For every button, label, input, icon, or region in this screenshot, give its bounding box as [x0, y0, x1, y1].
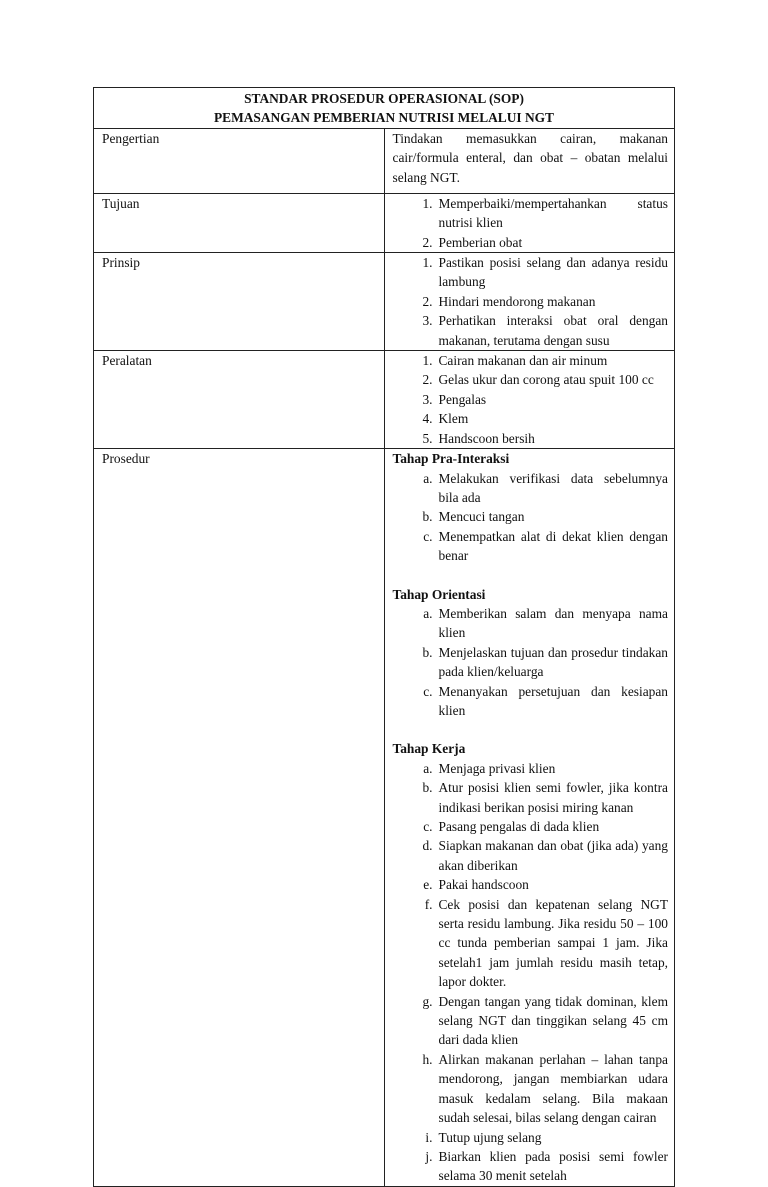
list-marker: h.	[422, 1051, 433, 1067]
list-item-text: Pasang pengalas di dada klien	[438, 819, 600, 834]
list-item	[393, 429, 669, 448]
list-marker: 4.	[422, 411, 433, 427]
list-item	[393, 253, 669, 292]
list-item-text: Memperbaiki/mempertahankan status nutrisi klien	[438, 195, 668, 231]
list-marker: 1.	[422, 255, 433, 271]
list-item-text: Pastikan posisi selang dan adanya residu lambung	[438, 255, 668, 290]
row-prosedur	[94, 449, 675, 1187]
document-title	[94, 88, 675, 129]
list-item	[393, 778, 669, 817]
list-item	[393, 507, 669, 526]
definition-text: Tindakan memasukkan cairan, makanan cair/formula enteral, dan obat – obatan melalui selang NGT.	[392, 130, 668, 185]
list-marker: b.	[422, 644, 433, 660]
sop-table	[93, 87, 675, 1187]
list-marker: b.	[422, 509, 433, 525]
list-item	[393, 390, 669, 409]
label-tujuan: Tujuan	[94, 193, 385, 252]
list-item-text: Dengan tangan yang tidak dominan, klem selang NGT dan tinggikan selang 45 cm dari dada klien	[438, 993, 668, 1048]
list-marker: b.	[422, 780, 433, 796]
list-item	[393, 1128, 669, 1147]
list-marker: g.	[422, 993, 433, 1009]
section-orientasi	[393, 585, 669, 721]
list-marker: c.	[423, 683, 433, 699]
list-item	[393, 351, 669, 370]
header-row	[94, 88, 675, 129]
prinsip-list	[393, 253, 669, 350]
list-marker: 2.	[422, 293, 433, 309]
list-item	[393, 682, 669, 721]
list-item	[393, 469, 669, 508]
row-prinsip	[94, 253, 675, 351]
section-pra-interaksi	[393, 449, 669, 565]
list-item-text: Menjaga privasi klien	[438, 760, 556, 776]
list-marker: e.	[423, 877, 433, 893]
list-item-text: Siapkan makanan dan obat (jika ada) yang akan diberikan	[438, 838, 668, 873]
label-prosedur: Prosedur	[94, 449, 385, 1187]
section-title: Tahap Pra-Interaksi	[392, 451, 510, 467]
sop-document	[93, 87, 675, 1187]
tujuan-list	[393, 194, 669, 252]
label-prinsip: Prinsip	[94, 253, 385, 351]
list-item-text: Atur posisi klien semi fowler, jika kontra indikasi berikan posisi miring kanan	[438, 780, 668, 815]
row-pengertian	[94, 128, 675, 193]
list-item-text: Cek posisi dan kepatenan selang NGT serta residu lambung. Jika residu 50 – 100 cc tunda pemberian sampai 1 jam. Jika setelah1 jam jumlah residu masih tetap, lapor dokter.	[438, 896, 668, 990]
label-pengertian: Pengertian	[94, 128, 385, 193]
section-kerja	[393, 739, 669, 1185]
list-item	[393, 1147, 669, 1186]
list-item	[393, 759, 669, 778]
list-marker: d.	[422, 838, 433, 854]
list-item	[393, 643, 669, 682]
list-item	[393, 895, 669, 992]
list-item-text: Perhatikan interaksi obat oral dengan makanan, terutama dengan susu	[438, 313, 668, 348]
list-item	[393, 817, 669, 836]
list-item	[393, 992, 669, 1050]
list-marker: 2.	[422, 372, 433, 388]
list-item-text: Handscoon bersih	[438, 430, 535, 446]
list-item-text: Menanyakan persetujuan dan kesiapan klien	[438, 683, 668, 718]
list-item-text: Menjelaskan tujuan dan prosedur tindakan pada klien/keluarga	[438, 644, 668, 680]
list-item	[393, 604, 669, 643]
list-marker: 3.	[422, 391, 433, 407]
list-marker: j.	[425, 1148, 433, 1164]
list-item-text: Cairan makanan dan air minum	[438, 353, 608, 369]
list-item-text: Melakukan verifikasi data sebelumnya bila ada	[438, 470, 668, 505]
list-item-text: Memberikan salam dan menyapa nama klien	[438, 605, 668, 641]
row-tujuan	[94, 193, 675, 252]
list-item	[393, 194, 669, 233]
list-marker: a.	[423, 760, 433, 776]
pra-interaksi-list	[393, 469, 669, 566]
section-spacer	[393, 566, 669, 585]
list-item	[393, 875, 669, 894]
peralatan-list	[393, 351, 669, 448]
list-item-text: Tutup ujung selang	[438, 1129, 542, 1145]
list-item	[393, 292, 669, 311]
list-item-text: Gelas ukur dan corong atau spuit 100 cc	[438, 372, 654, 388]
list-marker: 2.	[422, 234, 433, 250]
content-prosedur	[384, 449, 675, 1187]
list-marker: a.	[423, 605, 433, 621]
list-marker: c.	[423, 819, 433, 834]
row-peralatan	[94, 351, 675, 449]
title-line-2: PEMASANGAN PEMBERIAN NUTRISI MELALUI NGT	[213, 110, 554, 126]
list-item	[393, 836, 669, 875]
list-item-text: Biarkan klien pada posisi semi fowler selama 30 menit setelah	[438, 1148, 668, 1184]
list-item	[393, 233, 669, 252]
list-item	[393, 1050, 669, 1128]
list-marker: a.	[423, 470, 433, 486]
content-prinsip	[384, 253, 675, 351]
list-item	[393, 311, 669, 350]
list-item-text: Pengalas	[438, 391, 487, 407]
list-marker: 1.	[422, 353, 433, 369]
list-item	[393, 409, 669, 428]
kerja-list	[393, 759, 669, 1186]
list-item-text: Pakai handscoon	[438, 877, 529, 893]
section-title: Tahap Orientasi	[392, 586, 486, 602]
list-marker: i.	[425, 1129, 433, 1145]
label-peralatan: Peralatan	[94, 351, 385, 449]
orientasi-list	[393, 604, 669, 720]
list-item	[393, 527, 669, 566]
content-peralatan	[384, 351, 675, 449]
section-spacer	[393, 720, 669, 739]
list-item-text: Mencuci tangan	[438, 509, 525, 525]
list-item-text: Alirkan makanan perlahan – lahan tanpa mendorong, jangan membiarkan udara masuk kedalam selang. Bila makaan sudah selesai, bilas selang dengan cairan	[438, 1051, 668, 1126]
title-line-1: STANDAR PROSEDUR OPERASIONAL (SOP)	[244, 91, 524, 106]
list-marker: f.	[424, 896, 433, 912]
list-marker: c.	[423, 528, 433, 544]
list-marker: 1.	[422, 195, 433, 211]
list-item-text: Menempatkan alat di dekat klien dengan benar	[438, 528, 668, 564]
list-item-text: Hindari mendorong makanan	[438, 293, 596, 309]
list-item-text: Pemberian obat	[438, 234, 523, 250]
list-marker: 3.	[422, 313, 433, 329]
content-pengertian	[384, 128, 675, 193]
section-title: Tahap Kerja	[392, 741, 466, 757]
list-marker: 5.	[422, 430, 433, 446]
list-item-text: Klem	[438, 411, 469, 427]
content-tujuan	[384, 193, 675, 252]
list-item	[393, 370, 669, 389]
